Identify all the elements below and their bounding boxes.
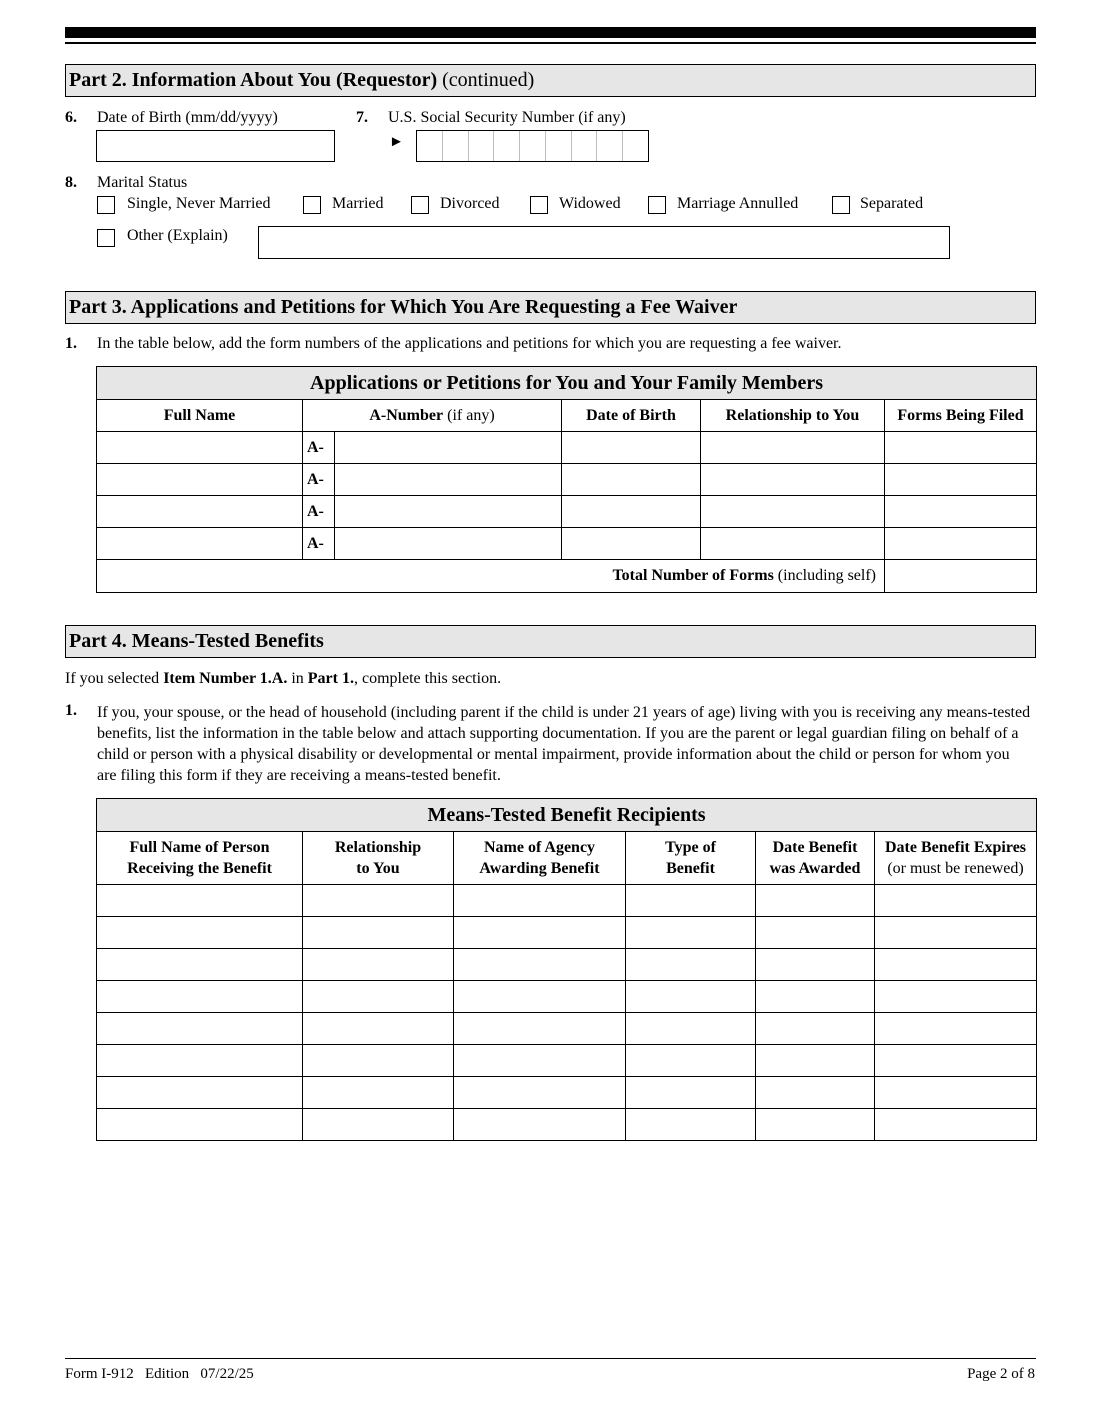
- anumber-cell[interactable]: [335, 496, 562, 528]
- table-row: [97, 528, 1037, 560]
- item8-label: Marital Status: [97, 174, 188, 191]
- col-relationship: Relationship to You: [701, 400, 885, 432]
- table-row: [97, 917, 1037, 949]
- table-row: [97, 949, 1037, 981]
- part2-header: [65, 64, 1036, 97]
- full-name-cell[interactable]: [97, 432, 303, 464]
- total-forms-field[interactable]: [885, 560, 1037, 593]
- part3-item1-number: 1.: [65, 335, 77, 352]
- col-recipient-name: Full Name of Person Receiving the Benefit: [97, 832, 303, 885]
- dob-cell[interactable]: [562, 496, 701, 528]
- full-name-cell[interactable]: [97, 528, 303, 560]
- item6-label: Date of Birth (mm/dd/yyyy): [97, 109, 278, 126]
- a-prefix: A-: [303, 496, 335, 528]
- item7-number: 7.: [356, 109, 368, 126]
- option-single-label: Single, Never Married: [127, 195, 271, 212]
- footer-page-number: Page 2 of 8: [967, 1366, 1035, 1382]
- relationship-cell[interactable]: [701, 528, 885, 560]
- part4-item1-number: 1.: [65, 702, 77, 719]
- item8-number: 8.: [65, 174, 77, 191]
- a-prefix: A-: [303, 464, 335, 496]
- option-annulled-label: Marriage Annulled: [677, 195, 799, 212]
- date-of-birth-field[interactable]: [96, 130, 335, 162]
- table-row: [97, 464, 1037, 496]
- top-rule-thin: [65, 42, 1036, 44]
- benefits-table: [96, 798, 1037, 1141]
- table-row: [97, 1109, 1037, 1141]
- footer-form-id: Form I-912 Edition 07/22/25: [65, 1366, 254, 1382]
- col-date-expires: Date Benefit Expires (or must be renewed): [875, 832, 1037, 885]
- part4-item1-text: If you, your spouse, or the head of household (including parent if the child is under 21 years of age) living with you is receiving any means-tested benefits, list the information in the table below and attach supporting documentation. If you are the parent or legal guardian filing on behalf of a child or person with a physical disability or developmental or mental impairment, provide information about the child or person for whom you are filing this form if they are receiving a means-tested benefit.: [97, 704, 1031, 784]
- option-divorced-label: Divorced: [440, 195, 500, 212]
- col-forms-filed: Forms Being Filed: [885, 400, 1037, 432]
- applications-table-caption: Applications or Petitions for You and Your Family Members: [97, 367, 1037, 400]
- relationship-cell[interactable]: [701, 464, 885, 496]
- forms-cell[interactable]: [885, 496, 1037, 528]
- item7-label: U.S. Social Security Number (if any): [388, 109, 626, 126]
- anumber-cell[interactable]: [335, 432, 562, 464]
- anumber-cell[interactable]: [335, 528, 562, 560]
- a-prefix: A-: [303, 432, 335, 464]
- table-row: [97, 1013, 1037, 1045]
- table-row: [97, 885, 1037, 917]
- applications-table: [96, 366, 1037, 593]
- table-row: [97, 496, 1037, 528]
- option-other-label: Other (Explain): [127, 227, 228, 244]
- table-row: [97, 1077, 1037, 1109]
- col-date-of-birth: Date of Birth: [562, 400, 701, 432]
- forms-cell[interactable]: [885, 464, 1037, 496]
- col-anumber: A-Number (if any): [303, 400, 562, 432]
- checkbox-married[interactable]: [303, 196, 321, 214]
- total-forms-label: Total Number of Forms (including self): [97, 560, 885, 593]
- checkbox-other[interactable]: [97, 229, 115, 247]
- checkbox-divorced[interactable]: [411, 196, 429, 214]
- col-benefit-type: Type of Benefit: [626, 832, 756, 885]
- relationship-cell[interactable]: [701, 432, 885, 464]
- forms-cell[interactable]: [885, 432, 1037, 464]
- part4-header: Part 4. Means-Tested Benefits: [65, 625, 1036, 658]
- checkbox-annulled[interactable]: [648, 196, 666, 214]
- option-widowed-label: Widowed: [559, 195, 621, 212]
- option-married-label: Married: [332, 195, 384, 212]
- arrow-icon: ►: [389, 134, 404, 150]
- part3-item1-text: In the table below, add the form numbers of the applications and petitions for which you are requesting a fee waiver.: [97, 335, 842, 352]
- full-name-cell[interactable]: [97, 496, 303, 528]
- forms-cell[interactable]: [885, 528, 1037, 560]
- ssn-field[interactable]: [416, 130, 649, 162]
- top-rule-thick: [65, 27, 1036, 38]
- benefits-table-caption: Means-Tested Benefit Recipients: [97, 799, 1037, 832]
- checkbox-single[interactable]: [97, 196, 115, 214]
- full-name-cell[interactable]: [97, 464, 303, 496]
- part4-intro: If you selected Item Number 1.A. in Part 1., complete this section.: [65, 670, 502, 687]
- table-row: [97, 432, 1037, 464]
- checkbox-separated[interactable]: [832, 196, 850, 214]
- checkbox-widowed[interactable]: [530, 196, 548, 214]
- part2-title: Part 2. Information About You (Requestor): [69, 69, 438, 91]
- col-agency: Name of Agency Awarding Benefit: [454, 832, 626, 885]
- col-date-awarded: Date Benefit was Awarded: [756, 832, 875, 885]
- anumber-cell[interactable]: [335, 464, 562, 496]
- dob-cell[interactable]: [562, 464, 701, 496]
- part3-header: Part 3. Applications and Petitions for Which You Are Requesting a Fee Waiver: [65, 291, 1036, 324]
- option-separated-label: Separated: [860, 195, 924, 212]
- footer-rule: [65, 1358, 1036, 1359]
- item6-number: 6.: [65, 109, 77, 126]
- table-row: [97, 981, 1037, 1013]
- col-recipient-relationship: Relationship to You: [303, 832, 454, 885]
- col-full-name: Full Name: [97, 400, 303, 432]
- part2-title-suffix: (continued): [437, 69, 535, 91]
- dob-cell[interactable]: [562, 528, 701, 560]
- table-row: [97, 1045, 1037, 1077]
- dob-cell[interactable]: [562, 432, 701, 464]
- relationship-cell[interactable]: [701, 496, 885, 528]
- a-prefix: A-: [303, 528, 335, 560]
- other-explain-field[interactable]: [258, 226, 950, 259]
